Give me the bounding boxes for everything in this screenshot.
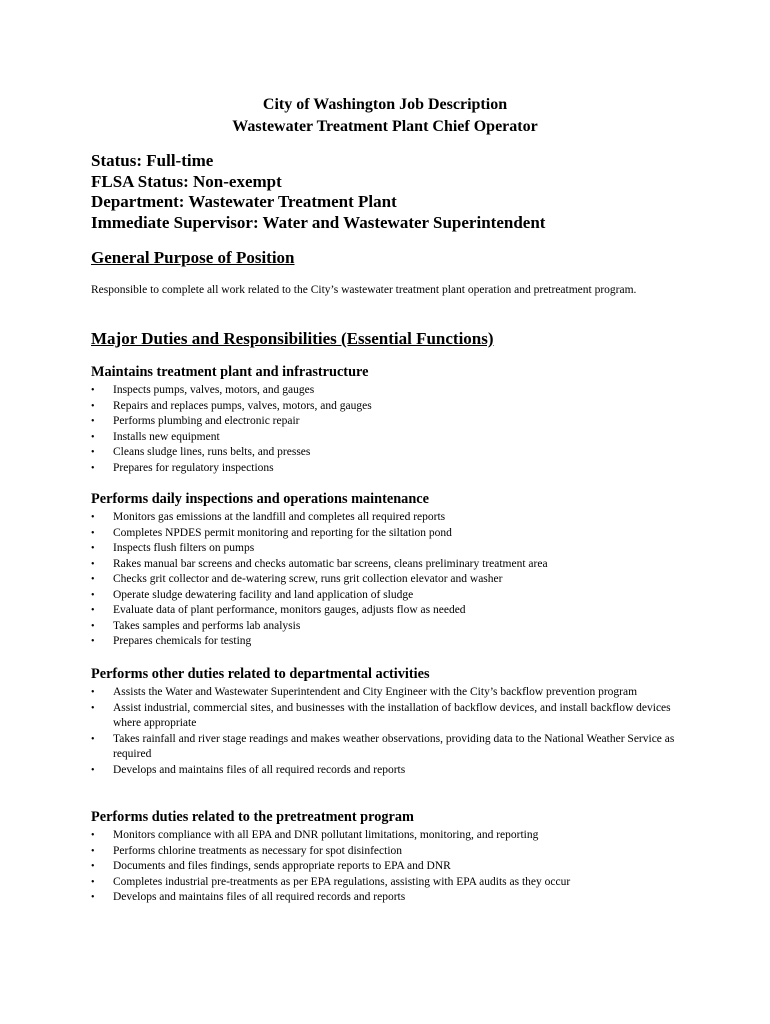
list-item-text: Cleans sludge lines, runs belts, and presses	[113, 446, 311, 458]
list-item-text: Documents and files findings, sends appropriate reports to EPA and DNR	[113, 860, 451, 872]
list-item-text: Performs chlorine treatments as necessary for spot disinfection	[113, 844, 403, 857]
list-item	[91, 510, 691, 526]
bullet-icon: •	[91, 845, 95, 857]
list-item-text: Performs plumbing and electronic repair	[113, 415, 300, 427]
list-item-text: Develops and maintains files of all required records and reports	[113, 891, 406, 903]
status-block	[91, 151, 545, 233]
list-item-text: Evaluate data of plant performance, monitors gauges, adjusts flow as needed	[113, 604, 466, 616]
bullet-icon: •	[91, 400, 95, 412]
list-item-text: Takes samples and performs lab analysis	[113, 619, 301, 632]
bullet-icon: •	[91, 431, 95, 443]
list-item	[91, 430, 691, 446]
bullet-icon: •	[91, 462, 95, 474]
bullet-icon: •	[91, 687, 95, 698]
list-item	[91, 541, 691, 557]
bullet-icon: •	[91, 876, 95, 888]
list-item-text: Completes industrial pre-treatments as per EPA regulations, assisting with EPA audits as they occur	[113, 875, 571, 888]
bullet-icon: •	[91, 589, 95, 601]
bullet-icon: •	[91, 702, 95, 714]
general-purpose-text: Responsible to complete all work related to the City’s wastewater treatment plant operation and pretreatment program.	[91, 284, 637, 296]
list-item	[91, 399, 691, 415]
bullet-icon: •	[91, 385, 95, 396]
bullet-icon: •	[91, 636, 95, 647]
list-item	[91, 634, 691, 650]
general-purpose-heading: General Purpose of Position	[91, 248, 295, 267]
bullet-icon: •	[91, 543, 95, 554]
duty-list-departmental	[91, 685, 691, 778]
list-item-text: Inspects pumps, valves, motors, and gauges	[113, 384, 315, 396]
list-item	[91, 526, 691, 542]
list-item-text: Assist industrial, commercial sites, and businesses with the installation of backflow devices, and install backflow devices where appropriate	[113, 701, 671, 729]
list-item-text: Monitors compliance with all EPA and DNR pollutant limitations, monitoring, and reporting	[113, 829, 539, 841]
list-item	[91, 445, 691, 461]
list-item-text: Completes NPDES permit monitoring and reporting for the siltation pond	[113, 526, 452, 539]
bullet-icon: •	[91, 558, 95, 570]
title-line-1: City of Washington Job Description	[262, 96, 508, 113]
list-item-text: Monitors gas emissions at the landfill and completes all required reports	[113, 511, 446, 523]
list-item	[91, 685, 691, 701]
bullet-icon: •	[91, 733, 95, 745]
list-item-text: Checks grit collector and de-watering screw, runs grit collection elevator and washer	[113, 573, 503, 585]
status-line: Status: Full-time	[91, 151, 214, 170]
duty-list-pretreatment	[91, 828, 691, 906]
list-item	[91, 828, 691, 844]
major-duties-heading: Major Duties and Responsibilities (Essential Functions)	[91, 329, 494, 348]
list-item-text: Prepares for regulatory inspections	[113, 461, 274, 474]
bullet-icon: •	[91, 527, 95, 539]
bullet-icon: •	[91, 605, 95, 616]
list-item-text: Develops and maintains files of all required records and reports	[113, 763, 406, 776]
bullet-icon: •	[91, 830, 95, 841]
supervisor-line: Immediate Supervisor: Water and Wastewater Superintendent	[91, 212, 546, 232]
list-item	[91, 732, 691, 763]
bullet-icon: •	[91, 861, 95, 872]
bullet-icon: •	[91, 447, 95, 458]
list-item	[91, 875, 691, 891]
list-item	[91, 461, 691, 477]
duty-list-maintains	[91, 383, 691, 476]
list-item-text: Assists the Water and Wastewater Superintendent and City Engineer with the City’s backflow prevention program	[113, 686, 638, 698]
bullet-icon: •	[91, 620, 95, 632]
list-item-text: Prepares chemicals for testing	[113, 635, 252, 647]
list-item	[91, 890, 691, 906]
list-item	[91, 414, 691, 430]
list-item	[91, 619, 691, 635]
document-title	[0, 94, 770, 138]
bullet-icon: •	[91, 512, 95, 523]
list-item-text: Repairs and replaces pumps, valves, motors, and gauges	[113, 399, 372, 412]
section-heading-inspections: Performs daily inspections and operations maintenance	[91, 491, 429, 507]
list-item	[91, 763, 691, 779]
list-item	[91, 603, 691, 619]
list-item-text: Installs new equipment	[113, 430, 220, 443]
section-heading-maintains: Maintains treatment plant and infrastructure	[91, 364, 369, 380]
list-item	[91, 844, 691, 860]
list-item-text: Rakes manual bar screens and checks automatic bar screens, cleans preliminary treatment area	[113, 557, 548, 570]
title-line-2: Wastewater Treatment Plant Chief Operator	[232, 118, 538, 135]
list-item-text: Inspects flush filters on pumps	[113, 542, 255, 554]
list-item	[91, 557, 691, 573]
flsa-status-line: FLSA Status: Non-exempt	[91, 171, 282, 191]
bullet-icon: •	[91, 892, 95, 903]
list-item-text: Operate sludge dewatering facility and land application of sludge	[113, 588, 414, 601]
list-item	[91, 859, 691, 875]
bullet-icon: •	[91, 764, 95, 776]
list-item	[91, 701, 691, 732]
list-item	[91, 572, 691, 588]
section-heading-departmental: Performs other duties related to departmental activities	[91, 666, 430, 682]
department-line: Department: Wastewater Treatment Plant	[91, 192, 397, 211]
list-item-text: Takes rainfall and river stage readings and makes weather observations, providing data to the National Weather Service as required	[113, 732, 675, 760]
section-heading-pretreatment: Performs duties related to the pretreatment program	[91, 809, 414, 825]
bullet-icon: •	[91, 416, 95, 427]
list-item	[91, 588, 691, 604]
duty-list-inspections	[91, 510, 691, 650]
bullet-icon: •	[91, 574, 95, 585]
list-item	[91, 383, 691, 399]
